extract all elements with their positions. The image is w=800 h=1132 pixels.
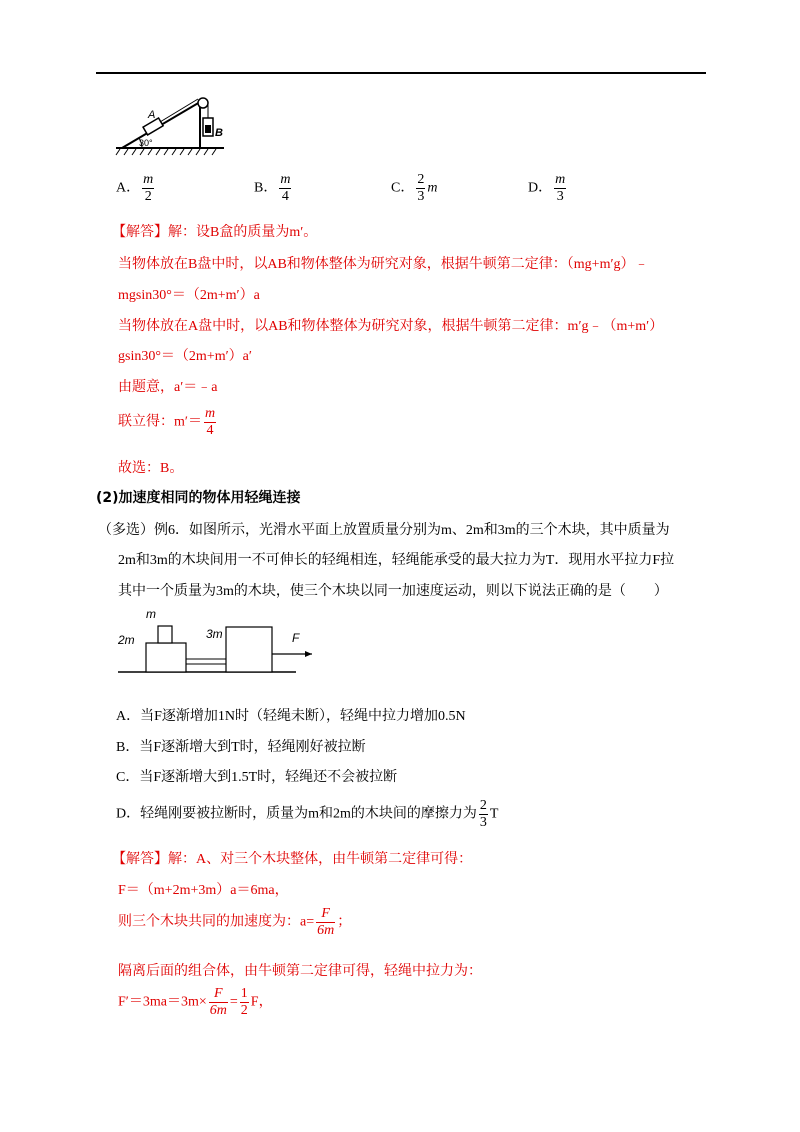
option-b[interactable]: B． $\frac{m}{4}$: [254, 172, 291, 204]
q5-answer-line8: 故选：B。: [118, 461, 184, 476]
option-d-fraction: $\frac{m}{3}$: [555, 172, 566, 204]
q5-answer-line2: 当物体放在B盘中时，以AB和物体整体为研究对象，根据牛顿第二定律：（mg+m′g）﹣: [118, 257, 649, 272]
blocks-rope-figure: [116, 604, 326, 676]
q5-answer-line3: mgsin30°＝（2m+m′）a: [118, 288, 260, 303]
option-d[interactable]: D． $\frac{m}{3}$: [528, 172, 566, 204]
answer-tag: 【解答】: [112, 225, 168, 240]
q5-answer-line7: 联立得：m′＝ $\frac{m}{4}$: [118, 406, 216, 438]
q6-stem-line3: 其中一个质量为3m的木块，使三个木块以同一加速度运动，则以下说法正确的是（ ）: [118, 584, 668, 599]
option-b-fraction: $\frac{m}{4}$: [280, 172, 291, 204]
q6-option-c[interactable]: C．当F逐渐增大到1.5T时，轻绳还不会被拉断: [116, 770, 398, 785]
option-c[interactable]: C． $\frac{2}{3}$ m: [391, 172, 438, 204]
label-b: B: [215, 127, 223, 139]
q6-option-b[interactable]: B．当F逐渐增大到T时，轻绳刚好被拉断: [116, 740, 366, 755]
header-rule: [96, 72, 706, 74]
q5-answer-line4: 当物体放在A盘中时，以AB和物体整体为研究对象，根据牛顿第二定律：m′g﹣（m+m′）: [118, 319, 664, 334]
q6-answer-line3: 则三个木块共同的加速度为：a= $\frac{F}{6m}$ ；: [118, 906, 352, 938]
q6-answer-line1: 【解答】解：A、对三个木块整体，由牛顿第二定律可得：: [112, 852, 473, 867]
incline-pulley-figure: [112, 92, 232, 158]
angle-label: 30°: [139, 138, 153, 148]
q6-stem-line2: 2m和3m的木块间用一不可伸长的轻绳相连，轻绳能承受的最大拉力为T．现用水平拉力F拉: [118, 553, 675, 568]
label-f: F: [292, 631, 300, 645]
q6-option-a[interactable]: A．当F逐渐增加1N时（轻绳未断），轻绳中拉力增加0.5N: [116, 709, 466, 724]
section-heading: (2)加速度相同的物体用轻绳连接: [96, 490, 301, 506]
q5-answer-line6: 由题意，a′＝﹣a: [118, 380, 218, 395]
q6-answer-line5: F′＝3ma＝3m× $\frac{F}{6m}$ = $\frac{1}{2}$ F，: [118, 986, 273, 1018]
answer-tag: 【解答】: [112, 852, 168, 867]
q6-option-d[interactable]: D．轻绳刚要被拉断时，质量为m和2m的木块间的摩擦力为 $\frac{2}{3}$ T: [116, 798, 499, 830]
option-c-fraction: $\frac{2}{3}$: [417, 172, 425, 204]
q6-answer-line2: F＝（m+2m+3m）a＝6ma，: [118, 883, 289, 898]
label-a: A: [148, 109, 156, 121]
q6-stem-line1: （多选）例6．如图所示，光滑水平面上放置质量分别为m、2m和3m的三个木块，其中质量为: [98, 523, 670, 538]
q5-answer-line5: gsin30°＝（2m+m′）a′: [118, 349, 252, 364]
q6-answer-line4: 隔离后面的组合体，由牛顿第二定律可得，轻绳中拉力为：: [118, 964, 482, 979]
q5-answer-line1: 【解答】解：设B盒的质量为m′。: [112, 225, 318, 240]
label-m: m: [146, 607, 156, 621]
label-2m: 2m: [118, 633, 135, 647]
label-3m: 3m: [206, 627, 223, 641]
option-a[interactable]: A． $\frac{m}{2}$: [116, 172, 154, 204]
option-a-fraction: $\frac{m}{2}$: [143, 172, 154, 204]
